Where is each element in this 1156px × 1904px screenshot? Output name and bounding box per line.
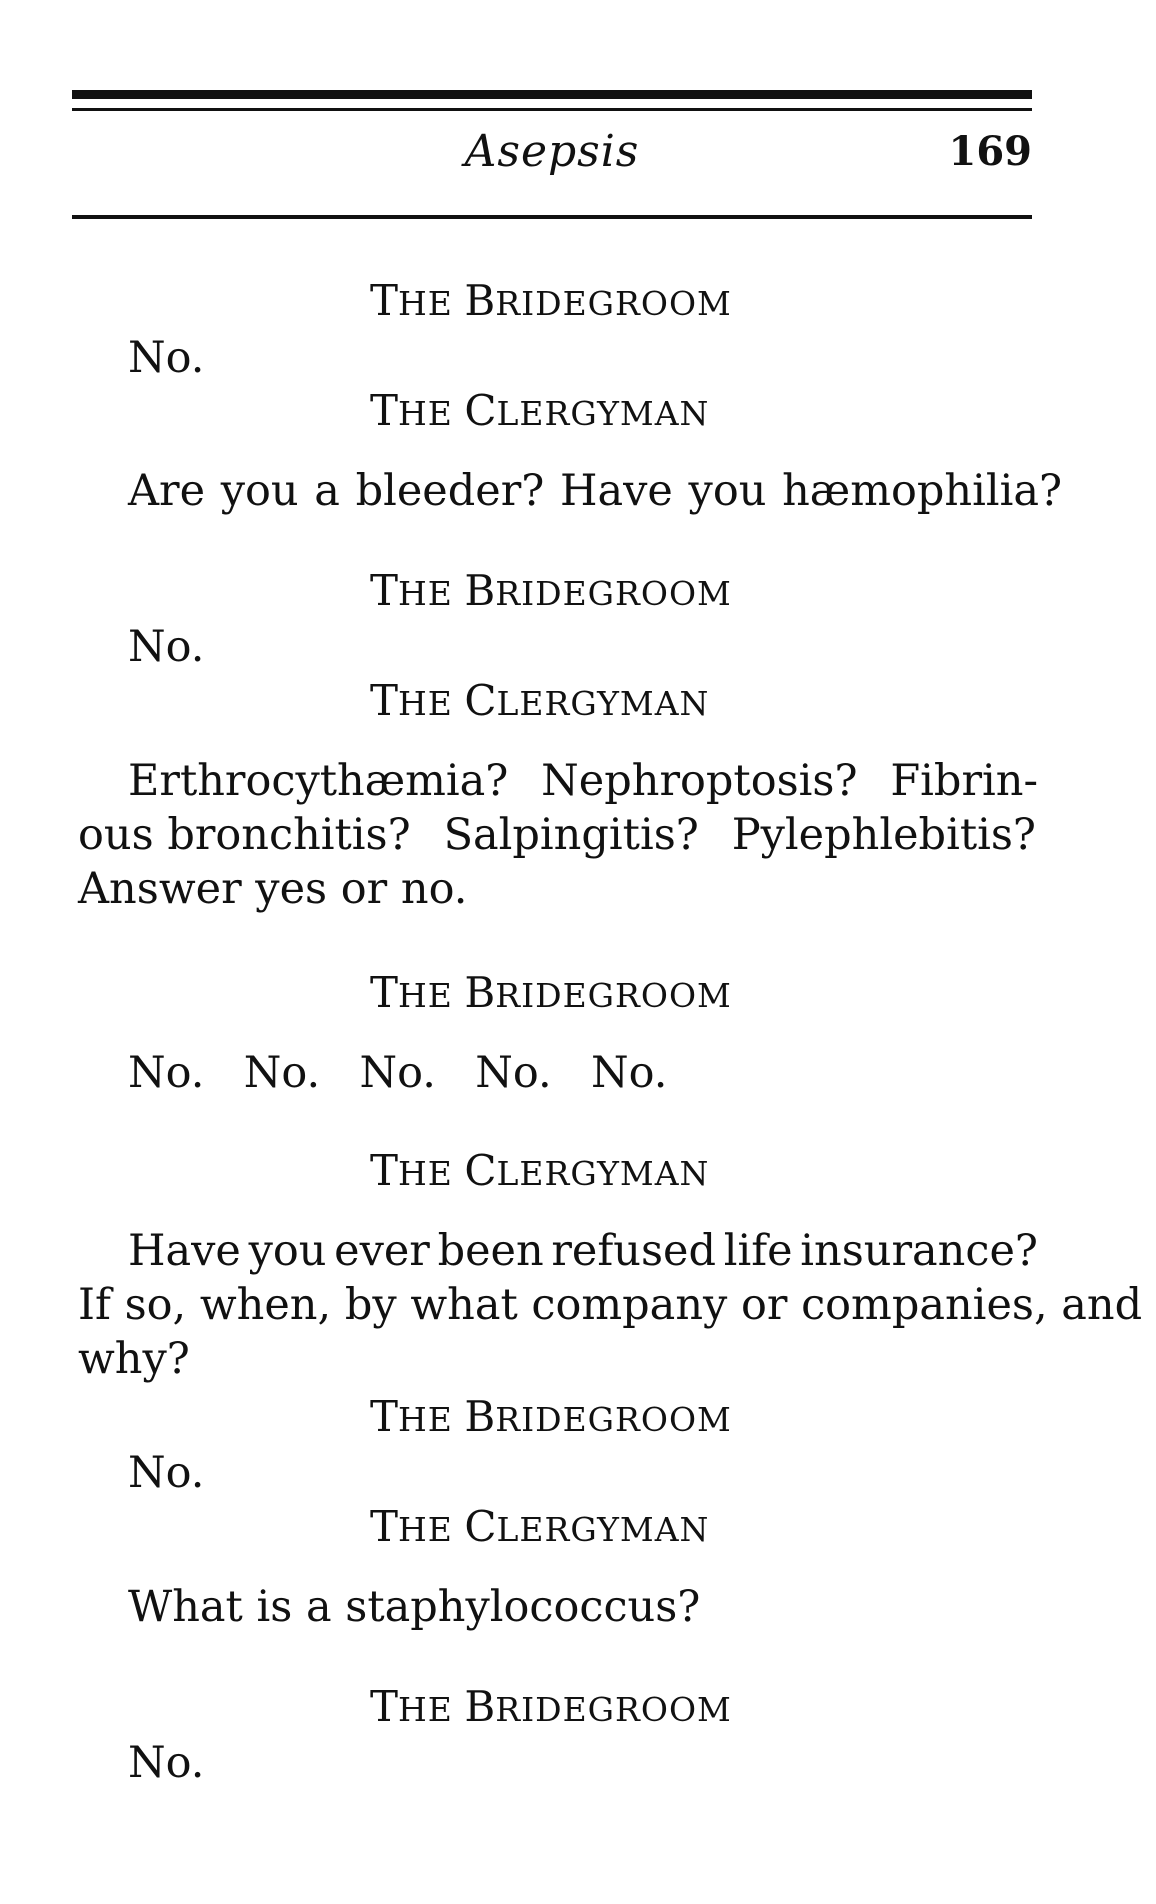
word: been (437, 1226, 544, 1276)
word: Nephroptosis? (541, 756, 858, 806)
clergyman-question-line: If so, when, by what company or companies, and (78, 1280, 1143, 1330)
speaker-bridegroom: THE BRIDEGROOM (370, 1682, 732, 1731)
clergyman-question-line (78, 810, 1036, 860)
word: Salpingitis? (443, 810, 699, 860)
speaker-clergyman: THE CLERGYMAN (370, 386, 710, 435)
bridegroom-reply: No. No. No. No. No. (128, 1048, 668, 1098)
word: Pylephlebitis? (731, 810, 1036, 860)
header-rule-thick (72, 90, 1032, 99)
speaker-bridegroom: THE BRIDEGROOM (370, 1392, 732, 1441)
word: insurance? (800, 1226, 1038, 1276)
bridegroom-reply: No. (128, 622, 205, 672)
word: Fibrin- (890, 756, 1038, 806)
page-number: 169 (948, 128, 1032, 175)
speaker-bridegroom: THE BRIDEGROOM (370, 968, 732, 1017)
speaker-bridegroom: THE BRIDEGROOM (370, 276, 732, 325)
header-rule-bottom (72, 215, 1032, 219)
word: life (723, 1226, 793, 1276)
speaker-clergyman: THE CLERGYMAN (370, 1502, 710, 1551)
clergyman-question-line (128, 756, 1038, 806)
bridegroom-reply: No. (128, 333, 205, 383)
word: ever (334, 1226, 430, 1276)
word: you (248, 1226, 327, 1276)
speaker-clergyman: THE CLERGYMAN (370, 676, 710, 725)
clergyman-question: Are you a bleeder? Have you hæmophilia? (128, 466, 1063, 516)
clergyman-question: What is a staphylococcus? (128, 1582, 701, 1632)
header-rule-thin (72, 108, 1032, 111)
bridegroom-reply: No. (128, 1448, 205, 1498)
word: refused (551, 1226, 717, 1276)
speaker-clergyman: THE CLERGYMAN (370, 1146, 710, 1195)
speaker-bridegroom: THE BRIDEGROOM (370, 566, 732, 615)
word: Erthrocythæmia? (128, 756, 509, 806)
clergyman-question-line (128, 1226, 1038, 1276)
word: Have (128, 1226, 241, 1276)
word: ous bronchitis? (78, 810, 411, 860)
running-title: Asepsis (464, 126, 640, 177)
clergyman-question-line: why? (78, 1334, 190, 1384)
bridegroom-reply: No. (128, 1738, 205, 1788)
clergyman-question-line: Answer yes or no. (78, 864, 468, 914)
